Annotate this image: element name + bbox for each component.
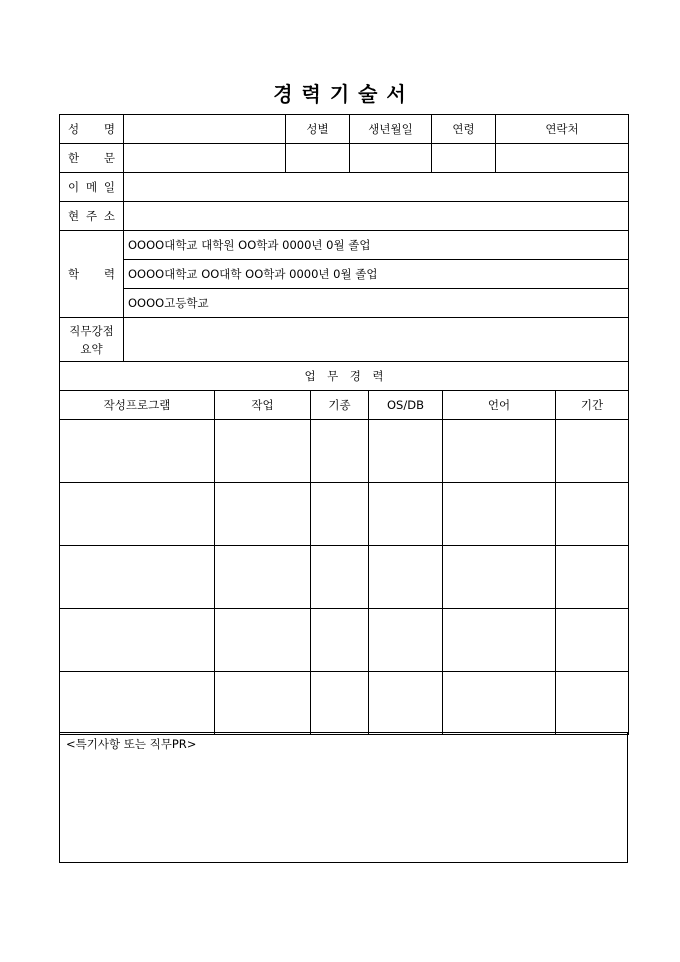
email-label: 이 메 일 bbox=[60, 173, 124, 202]
cell-language[interactable] bbox=[443, 546, 556, 609]
header-task: 작업 bbox=[215, 391, 311, 420]
header-period: 기간 bbox=[556, 391, 629, 420]
gender-field[interactable] bbox=[286, 144, 350, 173]
header-program: 작성프로그램 bbox=[60, 391, 215, 420]
cell-program[interactable] bbox=[60, 609, 215, 672]
address-field[interactable] bbox=[124, 202, 629, 231]
address-label: 현 주 소 bbox=[60, 202, 124, 231]
cell-period[interactable] bbox=[556, 609, 629, 672]
table-row bbox=[60, 546, 629, 609]
cell-model[interactable] bbox=[311, 609, 369, 672]
cell-program[interactable] bbox=[60, 420, 215, 483]
cell-task[interactable] bbox=[215, 483, 311, 546]
notes-table bbox=[59, 732, 628, 863]
cell-period[interactable] bbox=[556, 420, 629, 483]
notes-label: <특기사항 또는 직무PR> bbox=[66, 737, 197, 751]
personal-info-table bbox=[59, 114, 629, 362]
cell-period[interactable] bbox=[556, 546, 629, 609]
age-label: 연령 bbox=[432, 115, 496, 144]
education-row-2[interactable]: OOOO대학교 OO대학 OO학과 0000년 0월 졸업 bbox=[124, 260, 629, 289]
cell-model[interactable] bbox=[311, 420, 369, 483]
summary-label: 직무강점 요약 bbox=[60, 318, 124, 362]
hanja-field[interactable] bbox=[124, 144, 286, 173]
document-title: 경 력 기 술 서 bbox=[273, 82, 407, 106]
cell-language[interactable] bbox=[443, 420, 556, 483]
cell-os-db[interactable] bbox=[369, 672, 443, 735]
cell-model[interactable] bbox=[311, 546, 369, 609]
cell-language[interactable] bbox=[443, 609, 556, 672]
work-section-title: 업 무 경 력 bbox=[60, 362, 629, 391]
header-language: 언어 bbox=[443, 391, 556, 420]
contact-label: 연락처 bbox=[496, 115, 629, 144]
notes-field[interactable] bbox=[60, 733, 628, 863]
cell-os-db[interactable] bbox=[369, 609, 443, 672]
header-os-db: OS/DB bbox=[369, 391, 443, 420]
cell-task[interactable] bbox=[215, 672, 311, 735]
contact-field[interactable] bbox=[496, 144, 629, 173]
cell-program[interactable] bbox=[60, 672, 215, 735]
cell-os-db[interactable] bbox=[369, 546, 443, 609]
cell-program[interactable] bbox=[60, 546, 215, 609]
cell-period[interactable] bbox=[556, 483, 629, 546]
cell-model[interactable] bbox=[311, 483, 369, 546]
cell-task[interactable] bbox=[215, 420, 311, 483]
header-model: 기종 bbox=[311, 391, 369, 420]
email-field[interactable] bbox=[124, 173, 629, 202]
summary-field[interactable] bbox=[124, 318, 629, 362]
table-row bbox=[60, 672, 629, 735]
education-label: 학 력 bbox=[60, 231, 124, 318]
birth-field[interactable] bbox=[350, 144, 432, 173]
cell-os-db[interactable] bbox=[369, 420, 443, 483]
table-row bbox=[60, 420, 629, 483]
work-history-table bbox=[59, 361, 629, 735]
cell-task[interactable] bbox=[215, 609, 311, 672]
cell-period[interactable] bbox=[556, 672, 629, 735]
birth-label: 생년월일 bbox=[350, 115, 432, 144]
table-row bbox=[60, 609, 629, 672]
hanja-label: 한 문 bbox=[60, 144, 124, 173]
name-label: 성 명 bbox=[60, 115, 124, 144]
gender-label: 성별 bbox=[286, 115, 350, 144]
table-row bbox=[60, 483, 629, 546]
cell-os-db[interactable] bbox=[369, 483, 443, 546]
cell-task[interactable] bbox=[215, 546, 311, 609]
cell-language[interactable] bbox=[443, 483, 556, 546]
cell-language[interactable] bbox=[443, 672, 556, 735]
cell-model[interactable] bbox=[311, 672, 369, 735]
education-row-1[interactable]: OOOO대학교 대학원 OO학과 0000년 0월 졸업 bbox=[124, 231, 629, 260]
age-field[interactable] bbox=[432, 144, 496, 173]
cell-program[interactable] bbox=[60, 483, 215, 546]
education-row-3[interactable]: OOOO고등학교 bbox=[124, 289, 629, 318]
name-field[interactable] bbox=[124, 115, 286, 144]
